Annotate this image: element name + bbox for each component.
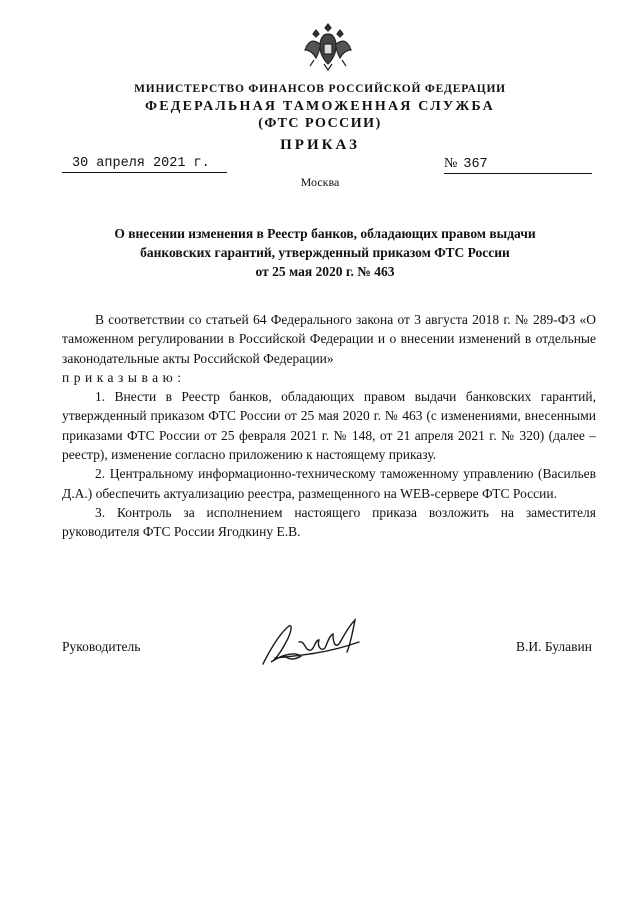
city: Москва <box>300 175 340 189</box>
document-number <box>444 156 592 174</box>
item-2-paragraph: 2. Центральному информационно-техническому таможенному управлению (Васильев Д.А.) обеспечить актуализацию реестра, размещенного на WEB-сервере ФТС России. <box>62 466 596 501</box>
service-abbreviation: (ФТС РОССИИ) <box>258 116 382 131</box>
signature-icon <box>255 612 375 674</box>
ministry-name: МИНИСТЕРСТВО ФИНАНСОВ РОССИЙСКОЙ ФЕДЕРАЦИИ <box>134 83 506 95</box>
document-title <box>90 224 560 281</box>
number-value: 367 <box>463 157 488 172</box>
order-word: приказываю: <box>62 369 186 385</box>
preamble-paragraph: В соответствии со статьей 64 Федерального закона от 3 августа 2018 г. № 289-ФЗ «О таможенном регулировании в Российской Федерации и о внесении изменений в отдельные законодательные акты Российской Федерации» <box>62 312 596 366</box>
document-body <box>62 310 596 542</box>
document-date: 30 апреля 2021 г. <box>62 156 227 173</box>
service-name: ФЕДЕРАЛЬНАЯ ТАМОЖЕННАЯ СЛУЖБА <box>145 99 495 114</box>
title-line-3: от 25 мая 2020 г. № 463 <box>255 264 395 279</box>
item-1-paragraph: 1. Внести в Реестр банков, обладающих правом выдачи банковских гарантий, утвержденный приказом ФТС России от 25 мая 2020 г. № 463 (с изменениями, внесенными приказами ФТС России от 25 февраля 2021 г. № 148, от 21 апреля 2021 г. № 320) (далее – реестр), изменение согласно приложению к настоящему приказу. <box>62 389 596 463</box>
signer-name: В.И. Булавин <box>515 639 592 654</box>
document-type: ПРИКАЗ <box>280 137 360 153</box>
title-line-2: банковских гарантий, утвержденный приказом ФТС России <box>140 245 510 260</box>
signer-position: Руководитель <box>62 639 141 654</box>
coat-of-arms-icon <box>302 20 354 78</box>
item-3-paragraph: 3. Контроль за исполнением настоящего приказа возложить на заместителя руководителя ФТС России Ягодкину Е.В. <box>62 504 596 540</box>
number-label: № <box>444 156 458 171</box>
title-line-1: О внесении изменения в Реестр банков, обладающих правом выдачи <box>114 226 536 241</box>
